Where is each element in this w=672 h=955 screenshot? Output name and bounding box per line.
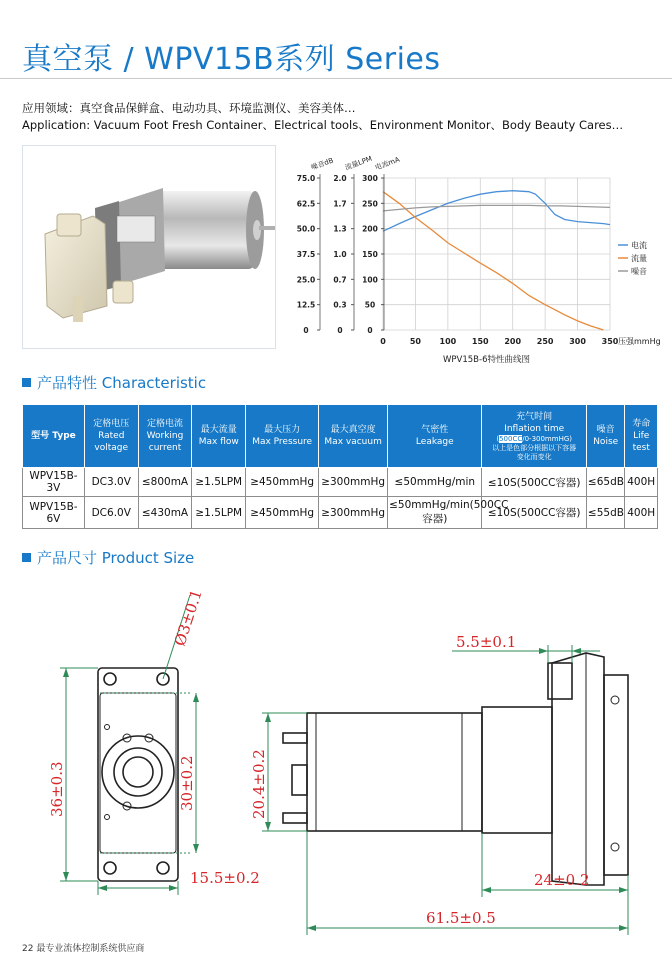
x-tick-label: 300	[569, 337, 586, 346]
header-en2: test	[632, 443, 650, 453]
section-characteristic-label: 产品特性 Characteristic	[37, 374, 207, 392]
application-cn: 应用领域：真空食品保鲜盒、电动功具、环境监测仪、美容美体…	[22, 101, 356, 115]
table-cell: ≥1.5LPM	[192, 468, 246, 497]
y-axis-label: 电流mA	[373, 155, 401, 172]
table-cell: DC3.0V	[84, 468, 138, 497]
header-en1: Leakage	[415, 437, 454, 447]
x-tick-label: 0	[380, 337, 386, 346]
characteristic-chart	[290, 145, 672, 367]
y-axis-label: 流量LPM	[343, 154, 374, 172]
header-cn: 气密性	[421, 425, 449, 435]
header-cn: 型号 Type	[31, 431, 76, 441]
header-en1: Noise	[593, 437, 619, 447]
table-header-6	[388, 405, 482, 468]
header-cn: 噪音	[596, 425, 615, 435]
square-bullet-icon	[22, 553, 31, 562]
dimension-drawing	[0, 585, 672, 951]
dim-height: 36±0.3	[48, 761, 66, 817]
front-view-outline	[98, 668, 178, 881]
table-cell: ≤65dB	[586, 468, 625, 497]
header-en1: Rated	[98, 431, 125, 441]
side-view-motor	[307, 713, 482, 831]
dim-hole: Ø3±0.1	[170, 587, 206, 649]
product-photo	[22, 145, 276, 349]
spec-table	[22, 404, 658, 529]
legend-label: 流量	[631, 254, 647, 263]
section-characteristic	[22, 372, 206, 393]
y-tick-label: 300	[362, 174, 378, 183]
y-tick-label: 0	[337, 326, 343, 335]
header-en1: Inflation time	[504, 423, 565, 434]
header-en1: Max vacuum	[324, 437, 382, 447]
table-header-8	[586, 405, 625, 468]
dim-width: 15.5±0.2	[190, 869, 260, 887]
y-tick-label: 150	[362, 250, 378, 259]
x-tick-label: 350	[601, 337, 619, 346]
y-tick-label: 12.5	[296, 300, 316, 310]
table-cell: WPV15B-3V	[23, 468, 85, 497]
section-size-label: 产品尺寸 Product Size	[37, 549, 195, 567]
header-inflation-range: (500CC/0-300mmHG)	[496, 434, 572, 443]
table-header-row	[23, 405, 658, 468]
header-en2: /0-300mmHG)	[522, 434, 572, 443]
title-divider	[0, 78, 672, 79]
dim-pump-len: 24±0.2	[534, 871, 590, 889]
header-hl: 500CC	[499, 434, 523, 443]
table-header-5	[319, 405, 388, 468]
y-tick-label: 62.5	[296, 199, 316, 209]
x-tick-label: 150	[471, 337, 489, 346]
dim-motor-dia: 20.4±0.2	[250, 749, 268, 819]
table-cell: ≤430mA	[138, 497, 192, 529]
table-cell: ≤55dB	[586, 497, 625, 529]
table-cell: DC6.0V	[84, 497, 138, 529]
y-tick-label: 0.7	[333, 275, 347, 285]
table-row	[23, 497, 658, 529]
table-cell: ≤800mA	[138, 468, 192, 497]
y-tick-label: 1.0	[333, 250, 347, 259]
y-tick-label: 25.0	[296, 275, 316, 285]
table-header-9	[625, 405, 658, 468]
table-header-3	[192, 405, 246, 468]
dim-nozzle: 5.5±0.1	[456, 633, 517, 651]
y-tick-label: 100	[362, 275, 378, 285]
y-tick-label: 37.5	[296, 250, 316, 259]
table-cell: ≥450mmHg	[246, 497, 319, 529]
series-line-2	[383, 205, 610, 211]
table-cell: ≥1.5LPM	[192, 497, 246, 529]
y-tick-label: 250	[362, 199, 378, 209]
header-cn: 定格电流	[146, 419, 183, 429]
y-tick-label: 0	[303, 326, 309, 335]
table-cell: ≤10S(500CC容器)	[482, 468, 586, 497]
y-tick-label: 1.7	[333, 199, 347, 209]
header-en2: voltage	[94, 443, 129, 453]
dim-inner-height: 30±0.2	[178, 755, 196, 811]
page-title: 真空泵 / WPV15B系列 Series	[22, 42, 441, 77]
legend-label: 噪音	[631, 267, 647, 276]
table-cell: ≤50mmHg/min(500CC容器)	[388, 497, 482, 529]
table-cell: WPV15B-6V	[23, 497, 85, 529]
header-cn: 充气时间	[516, 411, 553, 422]
x-tick-label: 200	[504, 337, 522, 346]
header-en1: Max flow	[198, 437, 239, 447]
header-cn: 寿命	[632, 419, 651, 429]
y-axis-label: 噪音dB	[309, 156, 335, 172]
header-en1: Max Pressure	[252, 437, 313, 447]
table-header-4	[246, 405, 319, 468]
y-tick-label: 50	[364, 300, 376, 310]
header-note1: 以上是色部分根据以下容器	[492, 443, 577, 452]
x-tick-label: 250	[536, 337, 554, 346]
legend-label: 电流	[631, 241, 647, 250]
x-tick-label: 50	[409, 337, 421, 346]
x-tick-label: 100	[439, 337, 457, 346]
footer-text: 22 最专业流体控制系统供应商	[22, 944, 145, 954]
table-cell: ≤50mmHg/min	[388, 468, 482, 497]
header-en1: Life	[633, 431, 650, 441]
header-cn: 最大真空度	[330, 425, 376, 435]
header-cn: 定格电压	[93, 419, 130, 429]
y-tick-label: 200	[362, 224, 378, 234]
chart-title: WPV15B-6特性曲线图	[443, 355, 530, 365]
y-tick-label: 1.3	[333, 224, 347, 234]
table-cell: ≥300mmHg	[319, 468, 388, 497]
header-cn: 最大压力	[264, 425, 301, 435]
table-cell: 400H	[625, 497, 658, 529]
section-size	[22, 547, 194, 568]
table-cell: ≥450mmHg	[246, 468, 319, 497]
table-cell: ≤10S(500CC容器)	[482, 497, 586, 529]
table-cell: ≥300mmHg	[319, 497, 388, 529]
square-bullet-icon	[22, 378, 31, 387]
table-header-7	[482, 405, 586, 468]
y-tick-label: 75.0	[296, 174, 316, 183]
header-cn: 最大流量	[200, 425, 237, 435]
x-axis-label: 压强mmHg	[618, 337, 661, 346]
dim-total-len: 61.5±0.5	[426, 909, 496, 927]
table-row	[23, 468, 658, 497]
table-header-1	[84, 405, 138, 468]
table-header-2	[138, 405, 192, 468]
header-en1: Working	[146, 431, 184, 441]
header-note2: 变化而变化	[516, 452, 552, 461]
series-line-1	[383, 192, 604, 330]
y-tick-label: 50.0	[296, 224, 316, 234]
table-cell: 400H	[625, 468, 658, 497]
y-tick-label: 0.3	[333, 300, 347, 310]
y-tick-label: 0	[367, 326, 373, 335]
application-en: Application: Vacuum Foot Fresh Container、Electrical tools、Environment Monitor、Body Beauty Cares…	[22, 118, 624, 132]
y-tick-label: 2.0	[333, 174, 347, 183]
table-header-0	[23, 405, 85, 468]
series-line-0	[383, 191, 610, 232]
header-en2: current	[148, 443, 182, 453]
